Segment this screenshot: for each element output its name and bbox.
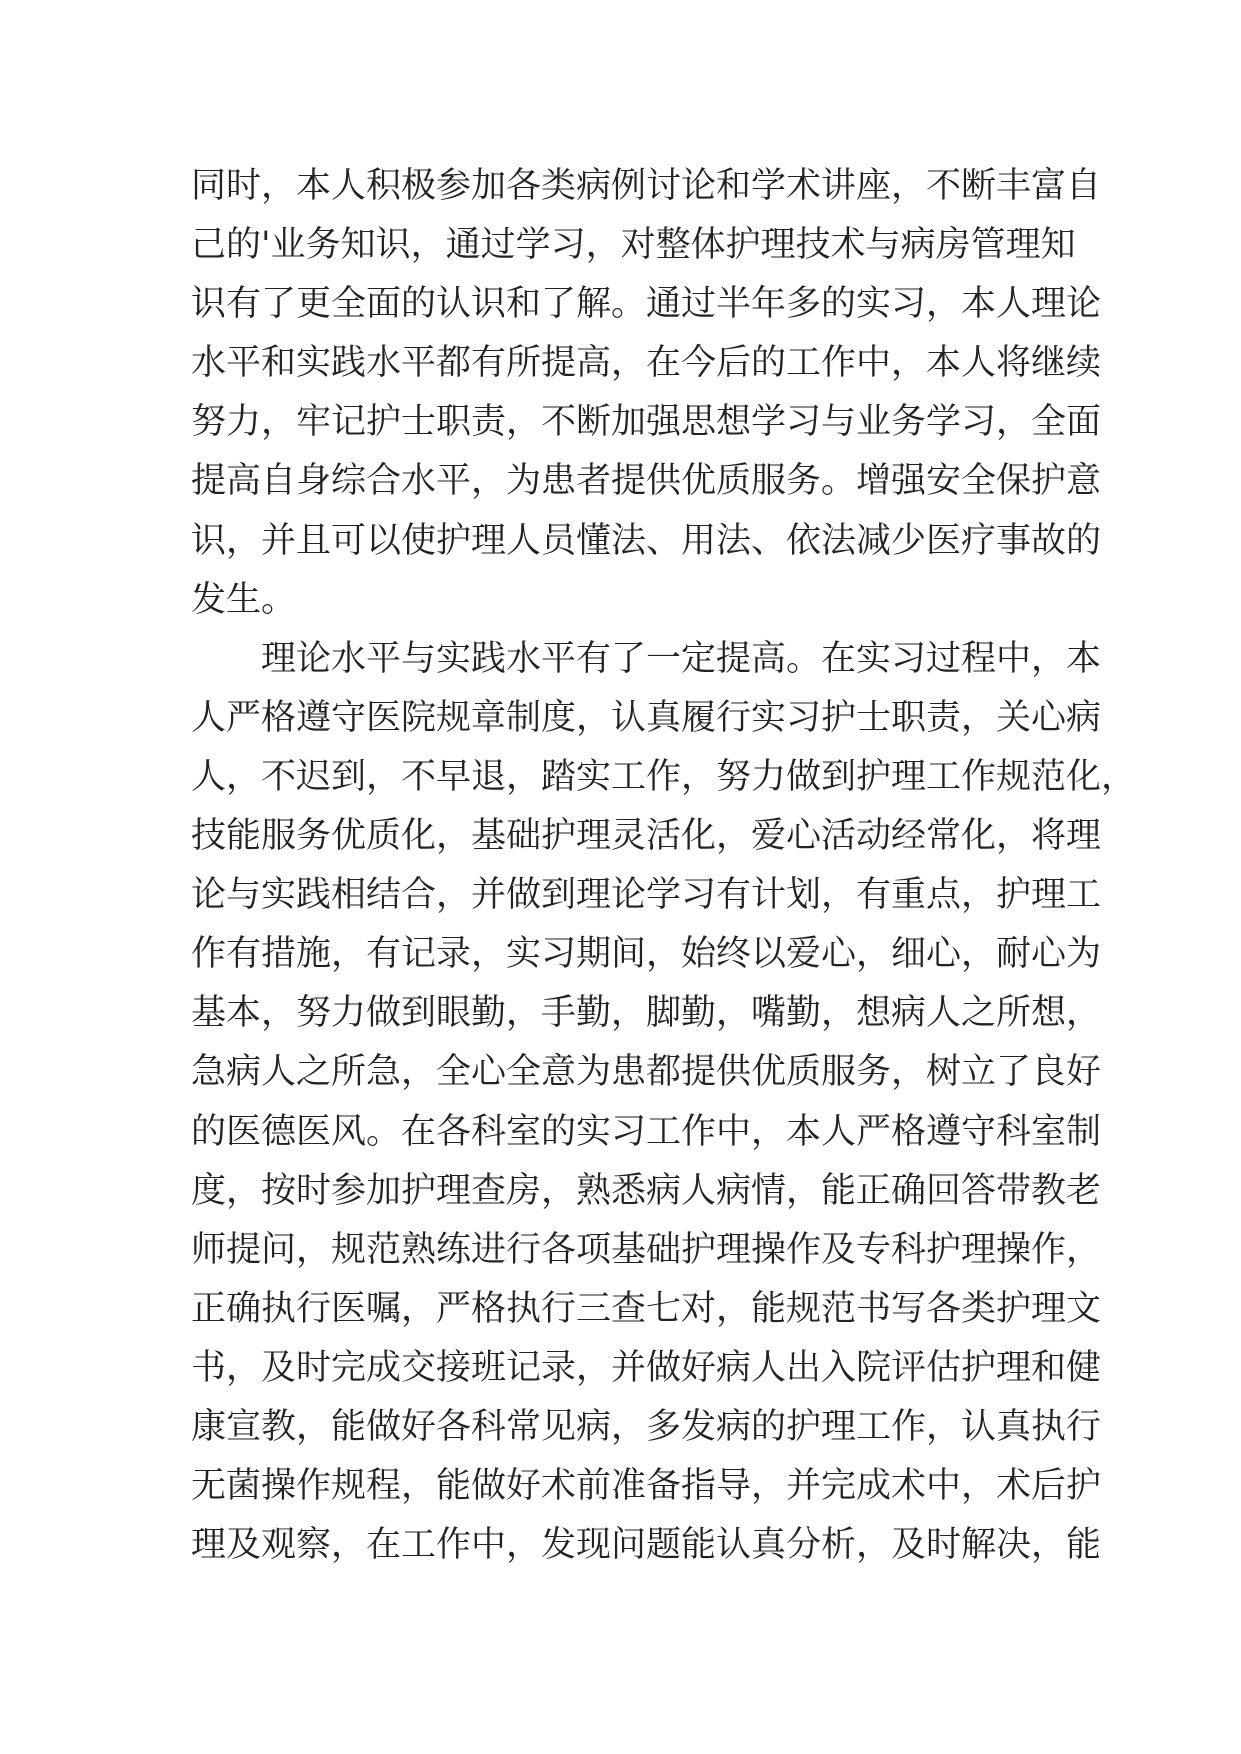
document-body (191, 157, 1137, 1575)
paragraph (191, 157, 1102, 630)
text-line: 人，不迟到，不早退，踏实工作，努力做到护理工作规范化， (191, 756, 1137, 797)
text-line: 识，并且可以使护理人员懂法、用法、依法减少医疗事故的 (191, 520, 1102, 561)
text-line: 论与实践相结合，并做到理论学习有计划，有重点，护理工 (191, 875, 1102, 916)
text-line: 的医德医风。在各科室的实习工作中，本人严格遵守科室制 (191, 1111, 1102, 1152)
text-line: 发生。 (191, 579, 297, 620)
text-line: 提高自身综合水平，为患者提供优质服务。增强安全保护意 (191, 461, 1102, 502)
text-line: 基本，努力做到眼勤，手勤，脚勤，嘴勤，想病人之所想， (191, 993, 1102, 1034)
text-line: 作有措施，有记录，实习期间，始终以爱心，细心，耐心为 (191, 934, 1102, 975)
text-line: 正确执行医嘱，严格执行三查七对，能规范书写各类护理文 (191, 1288, 1102, 1329)
text-line: 水平和实践水平都有所提高，在今后的工作中，本人将继续 (191, 343, 1102, 384)
text-line: 努力，牢记护士职责，不断加强思想学习与业务学习，全面 (191, 402, 1102, 443)
text-line: 书，及时完成交接班记录，并做好病人出入院评估护理和健 (191, 1347, 1102, 1388)
text-line: 理及观察，在工作中，发现问题能认真分析，及时解决，能 (191, 1525, 1102, 1566)
text-line: 技能服务优质化，基础护理灵活化，爱心活动经常化，将理 (191, 816, 1102, 857)
text-line: 师提问，规范熟练进行各项基础护理操作及专科护理操作， (191, 1229, 1102, 1270)
text-line: 无菌操作规程，能做好术前准备指导，并完成术中，术后护 (191, 1466, 1102, 1507)
paragraph (191, 630, 1137, 1576)
text-line: 急病人之所急，全心全意为患都提供优质服务，树立了良好 (191, 1052, 1102, 1093)
text-line: 识有了更全面的认识和了解。通过半年多的实习，本人理论 (191, 284, 1102, 325)
text-line: 同时，本人积极参加各类病例讨论和学术讲座，不断丰富自 (191, 166, 1102, 206)
text-line: 己的'业务知识，通过学习，对整体护理技术与病房管理知 (191, 225, 1076, 266)
text-line: 度，按时参加护理查房，熟悉病人病情，能正确回答带教老 (191, 1170, 1102, 1211)
text-line: 康宣教，能做好各科常见病，多发病的护理工作，认真执行 (191, 1406, 1102, 1447)
text-line: 理论水平与实践水平有了一定提高。在实习过程中，本 (261, 638, 1102, 679)
text-line: 人严格遵守医院规章制度，认真履行实习护士职责，关心病 (191, 697, 1102, 738)
